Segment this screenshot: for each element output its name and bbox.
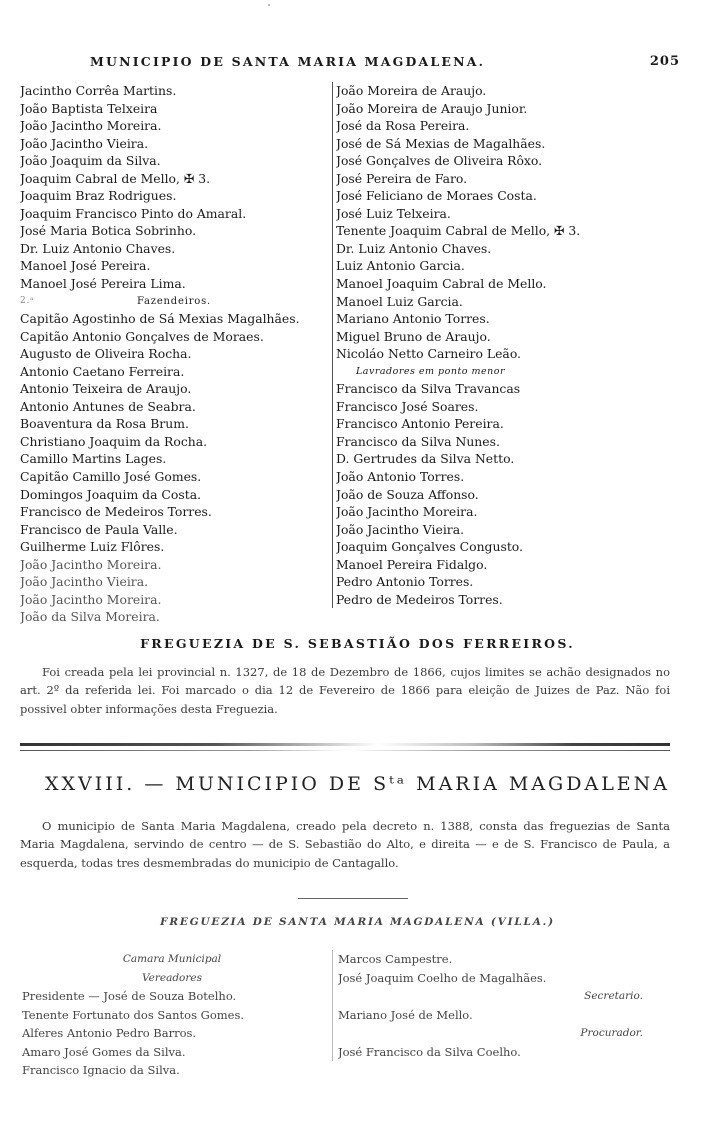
name-entry: Manoel Luiz Garcia. [336,293,463,309]
lavrador-entry: Francisco da Silva Travancas [336,381,521,397]
lavrador-entry: João de Souza Affonso. [336,486,479,502]
right-column [332,82,681,608]
fazendeiro-entry: Augusto de Oliveira Rocha. [20,346,192,362]
fazendeiro-entry: Christiano Joaquim da Rocha. [20,433,208,449]
lavradores-list [336,380,681,608]
lavrador-entry: Francisco José Soares. [336,398,479,414]
lavradores-heading: Lavradores em ponto menor [356,365,506,377]
name-entry: José Luiz Telxeira. [336,205,451,221]
lavrador-entry: João Jacintho Moreira. [336,504,478,520]
lavrador-entry: Joaquim Gonçalves Congusto. [336,539,523,555]
official-entry: Tenente Fortunato dos Santos Gomes. [22,1007,245,1022]
left-column [20,82,328,626]
official-entry: Mariano José de Mello. [338,1007,473,1022]
name-entry: José Pereira de Faro. [336,170,468,186]
lavrador-entry: João Jacintho Vieira. [336,521,465,537]
name-entry: Dr. Luiz Antonio Chaves. [20,240,176,256]
official-entry: José Francisco da Silva Coelho. [338,1044,521,1059]
name-entry: João Moreira de Araujo Junior. [336,100,528,116]
lavrador-entry: D. Gertrudes da Silva Netto. [336,451,515,467]
running-title: MUNICIPIO DE SANTA MARIA MAGDALENA. [90,54,486,69]
fazendeiros-heading-row [20,293,328,311]
official-entry: Marcos Campestre. [338,952,453,966]
name-entry: Manoel Joaquim Cabral de Mello. [336,276,547,292]
name-entry: José Gonçalves de Oliveira Rôxo. [336,153,543,169]
name-entry: Joaquim Francisco Pinto do Amaral. [20,205,247,221]
lavrador-entry: João Antonio Torres. [336,469,465,485]
name-entry: João Jacintho Moreira. [20,118,162,134]
office-heading: Procurador. [580,1027,643,1039]
short-rule [298,898,408,899]
official-entry: Amaro José Gomes da Silva. [22,1044,186,1059]
name-entry: Manoel José Pereira Lima. [20,276,186,292]
lavrador-entry: Francisco da Silva Nunes. [336,433,500,449]
lavrador-entry: Pedro de Medeiros Torres. [336,591,503,607]
name-entry: José Feliciano de Moraes Costa. [336,188,537,204]
section-rule-thin [20,750,670,751]
name-entry: Luiz Antonio Garcia. [336,258,465,274]
chapter-title: XXVIII. — MUNICIPIO DE Sᵗᵃ MARIA MAGDALENA [44,773,671,795]
chapter-paragraph: O municipio de Santa Maria Magdalena, creado pela decreto n. 1388, consta das freguezias de Santa Maria Magdalena, servindo de centro — de S. Sebastião do Alto, e direita — e de S. Francisco de Paula, a esquerda, todas tres desmembradas do municipio de Cantagallo. [20,819,670,870]
fazendeiro-entry: Capitão Camillo José Gomes. [20,469,202,485]
fazendeiro-entry: Capitão Antonio Gonçalves de Moraes. [20,328,264,344]
page-speck [268,4,270,6]
official-entry: Alferes Antonio Pedro Barros. [22,1026,197,1040]
fazendeiro-entry: Antonio Teixeira de Araujo. [20,381,192,397]
name-entry: João Jacintho Vieira. [20,135,149,151]
lavrador-entry: Manoel Pereira Fidalgo. [336,556,488,572]
fazendeiros-heading: Fazendeiros. [136,295,212,307]
lavrador-entry: Francisco Antonio Pereira. [336,416,504,432]
office-heading: Camara Municipal [122,953,222,965]
running-head [20,54,680,74]
fazendeiro-entry: Guilherme Luiz Flôres. [20,539,165,555]
name-entry: João Moreira de Araujo. [336,83,487,98]
lavrador-entry: Pedro Antonio Torres. [336,574,474,590]
name-entry: José Maria Botica Sobrinho. [20,223,197,239]
name-entry: Joaquim Cabral de Mello, ✠ 3. [20,170,211,186]
fazendeiro-entry: João Jacintho Moreira. [20,556,162,572]
name-entry: Miguel Bruno de Araujo. [336,328,491,344]
section-rule-thick [20,743,670,746]
fazendeiros-list [20,310,328,626]
name-entry: João Baptista Telxeira [20,100,158,116]
magdalena-left-column [22,950,322,1080]
name-entry: José da Rosa Pereira. [336,118,470,134]
left-names-list [20,82,328,293]
name-entry: Dr. Luiz Antonio Chaves. [336,240,492,256]
fazendeiro-entry: Boaventura da Rosa Brum. [20,416,189,432]
name-entry: José de Sá Mexias de Magalhães. [336,135,546,151]
name-entry: João Joaquim da Silva. [20,153,161,169]
fazendeiro-entry: Antonio Caetano Ferreira. [20,363,185,379]
fazendeiro-entry: Domingos Joaquim da Costa. [20,486,202,502]
name-entry: Mariano Antonio Torres. [336,311,490,327]
fazendeiro-entry: João da Silva Moreira. [20,609,160,625]
official-entry: Francisco Ignacio da Silva. [22,1063,180,1077]
name-entry: Tenente Joaquim Cabral de Mello, ✠ 3. [336,223,581,239]
fazendeiro-entry: Francisco de Medeiros Torres. [20,504,212,520]
office-heading: Vereadores [142,971,202,984]
page-number: 205 [649,54,680,69]
magdalena-right-column [332,950,683,1061]
office-heading: Secretario. [584,990,643,1002]
official-entry: Presidente — José de Souza Botelho. [22,989,237,1003]
fazendeiro-entry: Francisco de Paula Valle. [20,521,178,537]
fazendeiro-entry: Camillo Martins Lages. [20,451,167,467]
fazendeiros-mark: 2.ᵃ [20,295,35,306]
official-entry: José Joaquim Coelho de Magalhães. [338,970,547,985]
fazendeiro-entry: Antonio Antunes de Seabra. [20,398,196,414]
name-entry: Nicoláo Netto Carneiro Leão. [336,346,522,362]
fazendeiro-entry: Capitão Agostinho de Sá Mexias Magalhães. [20,311,300,327]
name-entry: Manoel José Pereira. [20,258,151,274]
fazendeiro-entry: João Jacintho Vieira. [20,574,149,590]
freguezia-sebastiao-paragraph: Foi creada pela lei provincial n. 1327, de 18 de Dezembro de 1866, cujos limites se achão designados no art. 2º da referida lei. Foi marcado o dia 12 de Fevereiro de 1866 para eleição de Juizes de Paz. Não foi possivel obter informações desta Freguezia. [20,665,670,716]
name-entry: Joaquim Braz Rodrigues. [20,188,177,204]
fazendeiro-entry: João Jacintho Moreira. [20,591,162,607]
right-names-list [336,82,681,363]
freguezia-magdalena-heading: FREGUEZIA DE SANTA MARIA MAGDALENA (VILLA.) [160,916,555,928]
name-entry: Jacintho Corrêa Martins. [20,83,177,98]
freguezia-sebastiao-heading: FREGUEZIA DE S. SEBASTIÃO DOS FERREIROS. [140,636,575,651]
